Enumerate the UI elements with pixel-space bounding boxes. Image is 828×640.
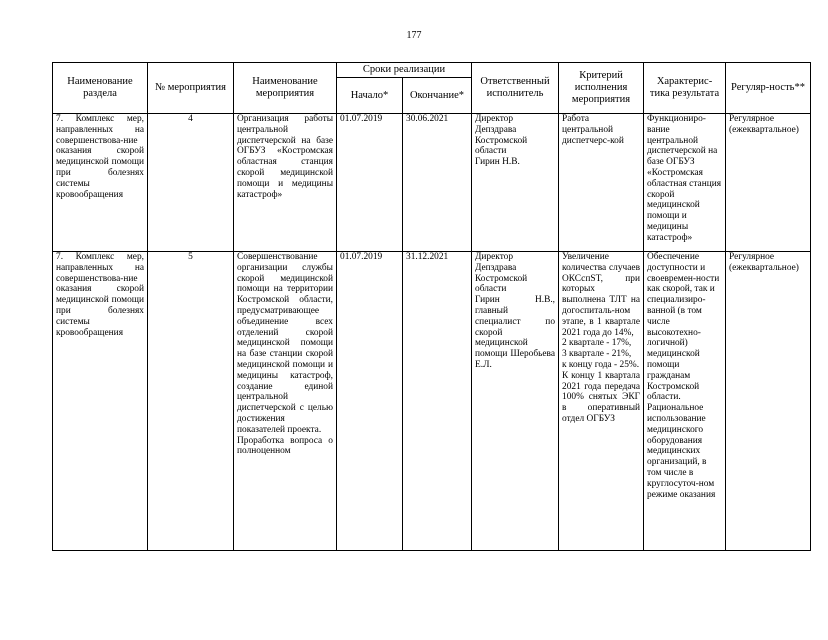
cell-result: Обеспечение доступности и своевремен-ности как скорой, так и специализиро-ванной (в том числе высокотехно-логичной) медицинской помощи гражданам Костромской области. Рациональное использование медицинского оборудования медицинских организаций, в том числе в круглосуточ-ном режиме оказания [644, 252, 726, 551]
cell-start: 01.07.2019 [337, 114, 403, 252]
header-name: Наименование мероприятия [234, 63, 337, 114]
cell-name: Совершенствование организации службы скорой медицинской помощи на территории Костромской области, предусматривающее объединение всех отделений скорой медицинской помощи на базе станции скорой медицинской помощи и медицины катастроф, создание единой центральной диспетчерской с целью достижения показателей проекта. Проработка вопроса о полноценном [234, 252, 337, 551]
table-row [53, 114, 811, 252]
page-number: 177 [406, 30, 422, 41]
header-criterion: Критерий исполнения мероприятия [559, 63, 644, 114]
header-result: Характерис-тика результата [644, 63, 726, 114]
cell-section: 7. Комплекс мер, направленных на совершенствова-ние оказания скорой медицинской помощи при болезнях системы кровообращения [53, 252, 148, 551]
header-regularity: Регуляр-ность** [726, 63, 811, 114]
cell-responsible: Директор Депздрава Костромской области Гирин Н.В., главный специалист по скорой медицинской помощи Шеробьева Е.Л. [472, 252, 559, 551]
cell-criterion: Увеличение количества случаев ОКСспST, при которых выполнена ТЛТ на догоспиталь-ном этапе, в 1 квартале 2021 года до 14%, 2 квартале - 17%, 3 квартале - 21%, к концу года - 25%. К концу 1 квартала 2021 года передача 100% снятых ЭКГ в оперативный отдел ОГБУЗ [559, 252, 644, 551]
table-row [53, 252, 811, 551]
cell-end: 31.12.2021 [403, 252, 472, 551]
header-end: Окончание* [403, 78, 472, 114]
header-responsible: Ответственный исполнитель [472, 63, 559, 114]
cell-number: 5 [148, 252, 234, 551]
header-terms: Сроки реализации [337, 63, 472, 78]
measures-table [52, 62, 811, 551]
cell-regularity: Регулярное (ежеквартальное) [726, 114, 811, 252]
cell-criterion: Работа центральной диспетчерс-кой [559, 114, 644, 252]
cell-end: 30.06.2021 [403, 114, 472, 252]
cell-section: 7. Комплекс мер, направленных на совершенствова-ние оказания скорой медицинской помощи при болезнях системы кровообращения [53, 114, 148, 252]
cell-regularity: Регулярное (ежеквартальное) [726, 252, 811, 551]
header-section: Наименование раздела [53, 63, 148, 114]
cell-responsible: Директор Депздрава Костромской области Гирин Н.В. [472, 114, 559, 252]
cell-start: 01.07.2019 [337, 252, 403, 551]
cell-number: 4 [148, 114, 234, 252]
header-start: Начало* [337, 78, 403, 114]
cell-name: Организация работы центральной диспетчерской на базе ОГБУЗ «Костромская областная станция скорой медицинской помощи и медицины катастроф» [234, 114, 337, 252]
cell-result: Функциониро-вание центральной диспетчерской на базе ОГБУЗ «Костромская областная станция скорой медицинской помощи и медицины катастроф» [644, 114, 726, 252]
header-number: № мероприятия [148, 63, 234, 114]
